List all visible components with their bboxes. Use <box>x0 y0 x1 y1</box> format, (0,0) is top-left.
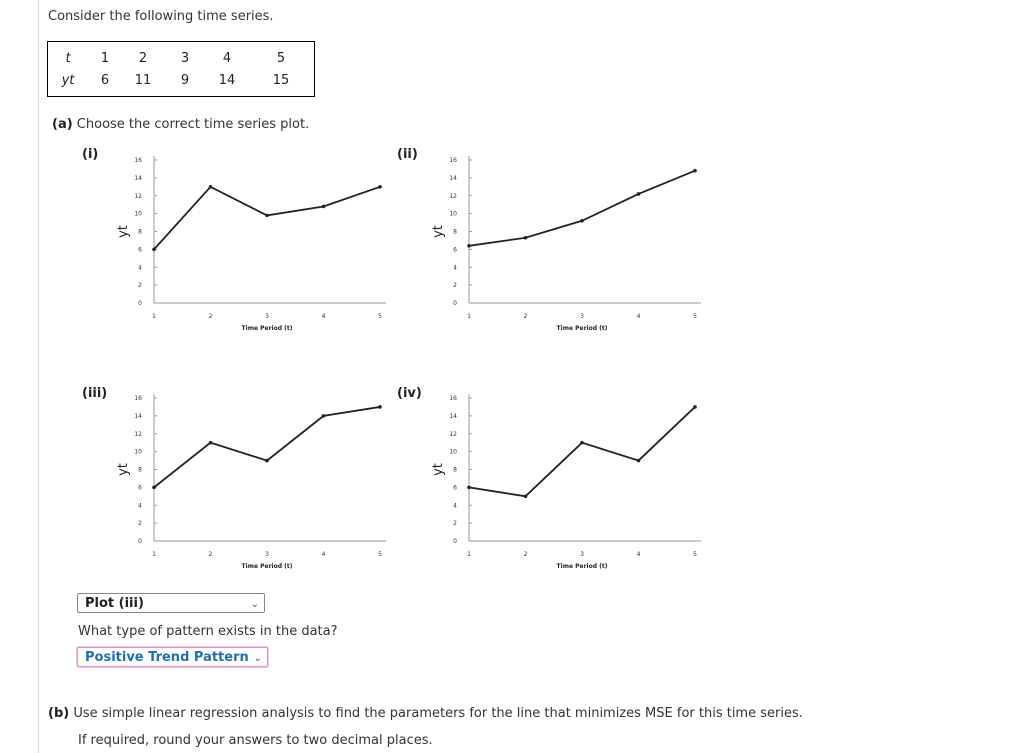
x-axis-label: Time Period (t) <box>556 563 608 570</box>
y-tick-label: 2 <box>138 282 142 290</box>
data-point <box>580 219 584 223</box>
x-tick-label: 2 <box>523 313 528 320</box>
y-tick-label: 8 <box>453 466 457 474</box>
x-axis-label: Time Period (t) <box>241 563 293 570</box>
x-tick-label: 3 <box>580 551 584 558</box>
plot-iv-chart <box>425 388 710 578</box>
x-tick-label: 5 <box>693 551 697 558</box>
x-tick-label: 1 <box>152 551 156 558</box>
y-header: yt <box>61 72 75 88</box>
y-axis-label: yt <box>431 463 446 476</box>
y-tick-label: 16 <box>134 157 142 164</box>
y-tick-label: 8 <box>138 228 142 236</box>
pattern-question: What type of pattern exists in the data? <box>78 624 338 639</box>
y-axis-label: yt <box>116 463 131 476</box>
y-tick-label: 16 <box>449 395 457 402</box>
plot-label-ii: (ii) <box>397 147 418 162</box>
y-tick-label: 0 <box>138 300 142 307</box>
y-tick-label: 14 <box>134 174 142 182</box>
x-tick-label: 3 <box>265 313 269 320</box>
data-point <box>152 248 156 252</box>
x-tick-label: 2 <box>208 551 213 558</box>
y-tick-label: 14 <box>449 174 457 182</box>
series-line <box>469 407 695 496</box>
data-point <box>322 205 326 209</box>
y-tick-label: 6 <box>138 246 142 254</box>
series-line <box>154 187 380 250</box>
data-point <box>467 486 471 490</box>
x-tick-label: 4 <box>321 551 326 558</box>
t-cell: 3 <box>180 50 190 66</box>
data-point <box>152 486 156 490</box>
data-point <box>693 169 697 173</box>
x-tick-label: 5 <box>693 313 697 320</box>
y-tick-label: 4 <box>453 502 457 510</box>
intro-text: Consider the following time series. <box>48 9 274 24</box>
x-tick-label: 1 <box>152 313 156 320</box>
y-tick-label: 12 <box>449 430 457 438</box>
part-b-note: If required, round your answers to two decimal places. <box>78 733 433 748</box>
y-tick-label: 8 <box>453 228 457 236</box>
part-a-question <box>52 117 309 132</box>
x-tick-label: 4 <box>636 313 641 320</box>
y-tick-label: 4 <box>138 264 142 272</box>
y-tick-label: 6 <box>453 246 457 254</box>
y-tick-label: 12 <box>134 192 142 200</box>
t-cell: 5 <box>276 50 286 66</box>
y-cell: 6 <box>100 72 110 88</box>
x-tick-label: 5 <box>378 313 382 320</box>
x-tick-label: 1 <box>467 313 471 320</box>
part-a-label: (a) <box>52 117 73 132</box>
x-tick-label: 3 <box>580 313 584 320</box>
series-line <box>154 407 380 487</box>
series-line <box>469 171 695 246</box>
plot-ii-chart <box>425 150 710 340</box>
left-divider <box>38 0 39 753</box>
y-tick-label: 10 <box>134 448 142 456</box>
pattern-select[interactable] <box>77 647 268 667</box>
plot-label-i: (i) <box>82 147 99 162</box>
y-tick-label: 16 <box>449 157 457 164</box>
y-cell: 14 <box>218 72 236 88</box>
y-tick-label: 16 <box>134 395 142 402</box>
plot-iii-chart <box>110 388 395 578</box>
x-tick-label: 4 <box>321 313 326 320</box>
data-point <box>637 459 641 463</box>
data-point <box>265 214 269 218</box>
y-tick-label: 8 <box>138 466 142 474</box>
y-tick-label: 14 <box>134 412 142 420</box>
y-tick-label: 0 <box>453 538 457 545</box>
plot-label-iii: (iii) <box>82 386 108 401</box>
part-a-text: Choose the correct time series plot. <box>76 117 310 132</box>
x-tick-label: 3 <box>265 551 269 558</box>
y-tick-label: 0 <box>138 538 142 545</box>
data-point <box>322 414 326 418</box>
data-point <box>209 441 213 445</box>
chevron-down-icon: ⌄ <box>250 599 259 610</box>
data-point <box>467 244 471 248</box>
y-tick-label: 12 <box>449 192 457 200</box>
part-b-question <box>48 706 803 721</box>
data-point <box>265 459 269 463</box>
y-tick-label: 10 <box>449 448 457 456</box>
t-cell: 2 <box>138 50 148 66</box>
x-axis-label: Time Period (t) <box>241 325 293 332</box>
plot-label-iv: (iv) <box>397 386 422 401</box>
y-tick-label: 6 <box>453 484 457 492</box>
data-point <box>637 192 641 196</box>
data-point <box>580 441 584 445</box>
y-cell: 11 <box>134 72 152 88</box>
y-tick-label: 4 <box>453 264 457 272</box>
y-tick-label: 10 <box>134 210 142 218</box>
data-point <box>524 236 528 240</box>
time-series-table <box>47 41 315 97</box>
y-tick-label: 4 <box>138 502 142 510</box>
x-axis-label: Time Period (t) <box>556 325 608 332</box>
data-point <box>378 405 382 409</box>
x-tick-label: 1 <box>467 551 471 558</box>
y-cell: 15 <box>272 72 290 88</box>
y-tick-label: 2 <box>453 520 457 528</box>
plot-choice-select[interactable] <box>77 593 265 613</box>
y-tick-label: 14 <box>449 412 457 420</box>
x-tick-label: 2 <box>523 551 528 558</box>
data-point <box>693 405 697 409</box>
y-tick-label: 6 <box>138 484 142 492</box>
y-cell: 9 <box>180 72 190 88</box>
t-cell: 1 <box>100 50 110 66</box>
x-tick-label: 2 <box>208 313 213 320</box>
y-tick-label: 2 <box>138 520 142 528</box>
part-b-text: Use simple linear regression analysis to find the parameters for the line that minimizes MSE for this time series. <box>73 706 803 721</box>
plot-choice-value: Plot (iii) <box>85 596 144 611</box>
part-b-label: (b) <box>48 706 70 721</box>
data-point <box>378 185 382 189</box>
y-tick-label: 0 <box>453 300 457 307</box>
pattern-value: Positive Trend Pattern <box>85 650 249 665</box>
plot-i-chart <box>110 150 395 340</box>
x-tick-label: 4 <box>636 551 641 558</box>
y-tick-label: 10 <box>449 210 457 218</box>
t-header: t <box>65 50 71 66</box>
y-tick-label: 2 <box>453 282 457 290</box>
chevron-down-icon: ⌄ <box>253 653 262 664</box>
data-point <box>209 185 213 189</box>
data-point <box>524 495 528 499</box>
y-tick-label: 12 <box>134 430 142 438</box>
y-axis-label: yt <box>431 225 446 238</box>
y-axis-label: yt <box>116 225 131 238</box>
x-tick-label: 5 <box>378 551 382 558</box>
t-cell: 4 <box>222 50 232 66</box>
